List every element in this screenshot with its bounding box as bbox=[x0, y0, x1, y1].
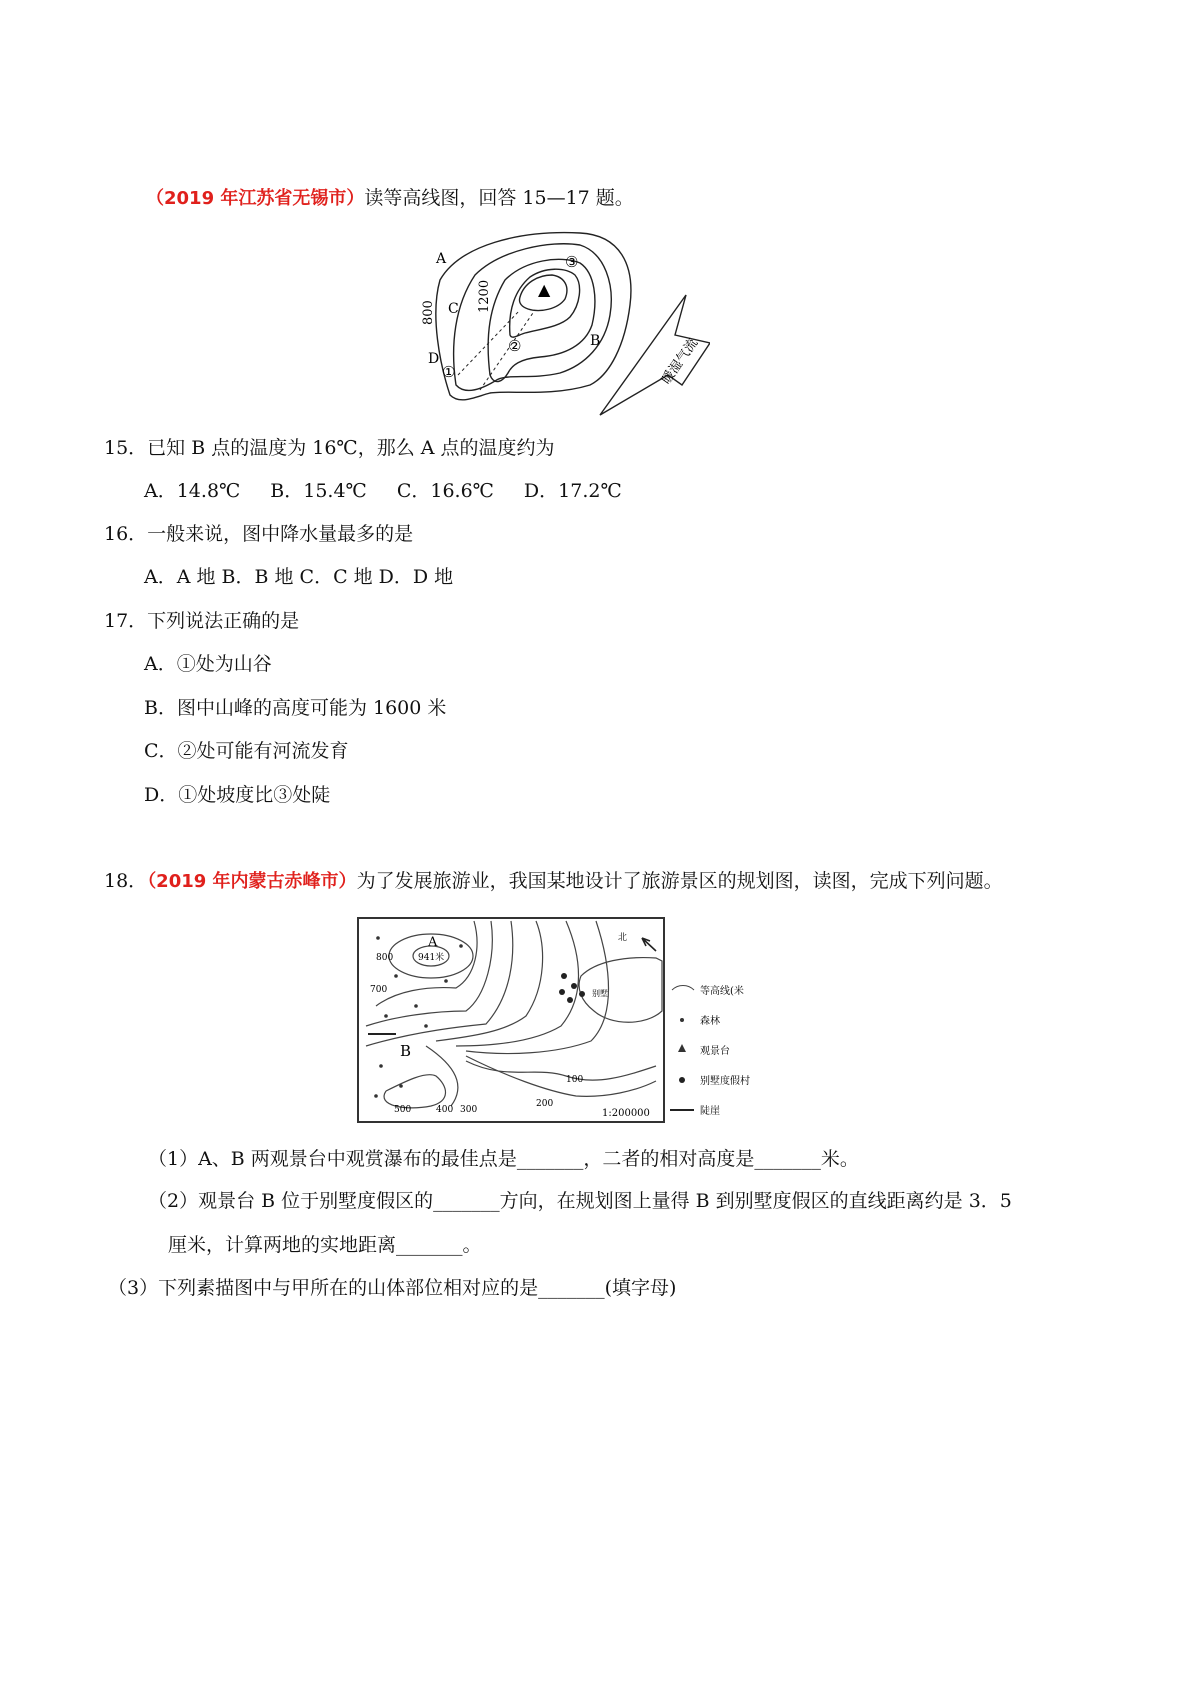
label-300: 300 bbox=[460, 1105, 478, 1115]
forest-dot bbox=[444, 979, 448, 983]
forest-dot bbox=[384, 1014, 388, 1018]
q17-option-b: B．图中山峰的高度可能为 1600 米 bbox=[144, 697, 447, 719]
label-B-b: B bbox=[400, 1042, 412, 1060]
contour-200 bbox=[466, 1056, 656, 1096]
label-700: 700 bbox=[370, 985, 388, 995]
villa-dot bbox=[561, 973, 567, 979]
label-100: 100 bbox=[566, 1075, 584, 1085]
label-C: C bbox=[448, 301, 459, 317]
contour-map-figure bbox=[420, 225, 710, 425]
villa-dot bbox=[571, 983, 577, 989]
legend-viewpoint: 观景台 bbox=[700, 1046, 730, 1057]
q18-number: 18． bbox=[104, 870, 148, 892]
label-B: B bbox=[590, 333, 601, 349]
scale-label: 1:200000 bbox=[602, 1108, 650, 1119]
label-400: 400 bbox=[436, 1105, 454, 1115]
q15-option-b: B．15.4℃ bbox=[270, 480, 367, 502]
legend-forest-icon bbox=[680, 1018, 684, 1022]
villa-dot bbox=[567, 997, 573, 1003]
label-800: 800 bbox=[421, 300, 436, 325]
section-intro: 读等高线图，回答 15—17 题。 bbox=[364, 187, 634, 209]
label-A: A bbox=[436, 251, 447, 267]
legend-contour-icon bbox=[672, 986, 694, 991]
label-1200: 1200 bbox=[477, 279, 492, 313]
tourism-plan-figure bbox=[356, 916, 776, 1126]
contour-b bbox=[366, 921, 513, 1046]
villa-dot bbox=[579, 991, 585, 997]
label-D: D bbox=[428, 351, 440, 367]
label-200: 200 bbox=[536, 1099, 554, 1109]
q16-options: A．A 地 B．B 地 C．C 地 D．D 地 bbox=[144, 566, 454, 588]
forest-dot bbox=[424, 1024, 428, 1028]
q15-options bbox=[144, 478, 622, 504]
legend-villa-icon bbox=[679, 1077, 685, 1083]
label-point-3: ③ bbox=[565, 253, 579, 271]
wind-label: 暖湿气流 bbox=[658, 336, 702, 388]
contour-100 bbox=[466, 1061, 656, 1080]
contour-d bbox=[456, 921, 579, 1046]
q18-sub2-line2: 厘米，计算两地的实地距离_______。 bbox=[168, 1234, 482, 1256]
q17-option-d: D．①处坡度比③处陡 bbox=[144, 784, 331, 806]
forest-dot bbox=[399, 1084, 403, 1088]
contour-500 bbox=[384, 1075, 445, 1108]
peak-icon: ▲ bbox=[538, 280, 551, 299]
resort-label: 别墅 bbox=[592, 989, 608, 998]
q18-sub3: （3）下列素描图中与甲所在的山体部位相对应的是_______(填字母) bbox=[108, 1277, 677, 1299]
legend-contour: 等高线(米 bbox=[700, 986, 744, 997]
q18-intro: 为了发展旅游业，我国某地设计了旅游景区的规划图，读图，完成下列问题。 bbox=[356, 870, 1003, 892]
q17-stem: 17．下列说法正确的是 bbox=[104, 610, 300, 632]
q18-source-tag: （2019 年内蒙古赤峰市） bbox=[147, 871, 357, 892]
source-tag: （2019 年江苏省无锡市） bbox=[146, 188, 365, 209]
q16-stem: 16．一般来说，图中降水量最多的是 bbox=[104, 523, 414, 545]
q18-sub1: （1）A、B 两观景台中观赏瀑布的最佳点是_______，二者的相对高度是_______米。 bbox=[148, 1148, 859, 1170]
map-frame bbox=[358, 918, 664, 1122]
contour-300 bbox=[466, 921, 609, 1054]
contour-outer bbox=[436, 233, 631, 400]
legend-forest: 森林 bbox=[700, 1016, 720, 1027]
label-peak: 941米 bbox=[418, 953, 445, 963]
forest-dot bbox=[379, 1064, 383, 1068]
label-point-1: ① bbox=[442, 363, 456, 381]
q17-option-c: C．②处可能有河流发育 bbox=[144, 740, 349, 762]
legend-viewpoint-icon bbox=[678, 1044, 686, 1052]
q17-option-a: A．①处为山谷 bbox=[144, 653, 272, 675]
contour-c bbox=[436, 921, 543, 1041]
forest-dot bbox=[394, 974, 398, 978]
legend bbox=[670, 984, 750, 1117]
q18-sub2-line1: （2）观景台 B 位于别墅度假区的_______方向，在规划图上量得 B 到别墅度假区的直线距离约是 3．5 bbox=[148, 1190, 1012, 1212]
legend-villa: 别墅度假村 bbox=[700, 1076, 750, 1087]
legend-cliff: 陡崖 bbox=[700, 1106, 720, 1117]
section-heading-1 bbox=[146, 185, 634, 212]
north-label: 北 bbox=[618, 933, 628, 943]
north-arrow-icon bbox=[642, 938, 656, 951]
villa-dot bbox=[559, 989, 565, 995]
label-800-b: 800 bbox=[376, 953, 394, 963]
forest-dot bbox=[376, 936, 380, 940]
label-500: 500 bbox=[394, 1105, 412, 1115]
label-point-2: ② bbox=[508, 337, 522, 355]
forest-dot bbox=[414, 1004, 418, 1008]
q15-option-a: A．14.8℃ bbox=[144, 480, 241, 502]
forest-dot bbox=[374, 1094, 378, 1098]
q18-heading bbox=[104, 868, 1003, 895]
q15-option-d: D．17.2℃ bbox=[523, 480, 622, 502]
q15-stem: 15．已知 B 点的温度为 16℃，那么 A 点的温度约为 bbox=[104, 437, 555, 459]
q15-option-c: C．16.6℃ bbox=[396, 480, 494, 502]
label-A-b: A bbox=[428, 935, 438, 950]
contour-400 bbox=[426, 1046, 458, 1106]
forest-dot bbox=[459, 944, 463, 948]
contour-800 bbox=[454, 244, 612, 391]
